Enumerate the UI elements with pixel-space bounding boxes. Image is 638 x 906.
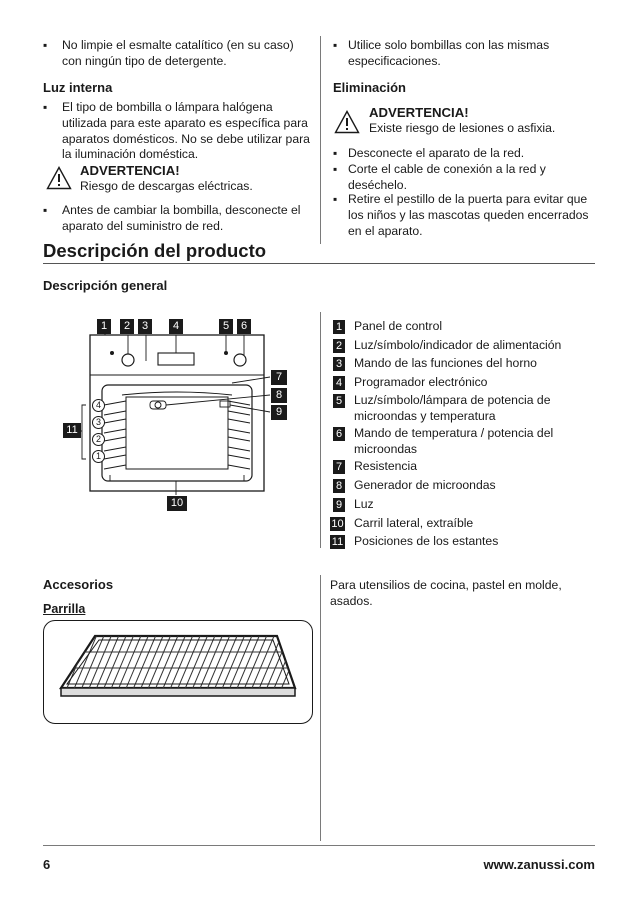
legend-number: 10	[331, 518, 344, 530]
callout-10: 10	[167, 496, 187, 511]
shelf-position-3: 3	[92, 416, 105, 429]
legend-number: 7	[333, 460, 345, 474]
heading-descripcion-general: Descripción general	[43, 278, 168, 293]
bullet-remove-latch: Retire el pestillo de la puerta para evitar que los niños y las mascotas queden encerrados en el aparato.	[348, 192, 589, 238]
legend-label: Programador electrónico	[354, 375, 488, 389]
legend-number: 9	[333, 498, 345, 512]
bullet-disconnect: Desconecte el aparato de la red.	[348, 146, 525, 160]
legend-label: Panel de control	[354, 319, 443, 333]
heading-parrilla: Parrilla	[43, 602, 86, 616]
warning-title-left: ADVERTENCIA!	[80, 163, 180, 178]
legend-label: Mando de las funciones del horno	[354, 356, 537, 370]
heading-accesorios: Accesorios	[43, 577, 114, 592]
callout-5: 5	[219, 319, 233, 334]
oven-diagram	[60, 315, 300, 515]
legend-number: 1	[333, 320, 345, 334]
bullet-same-bulbs: Utilice solo bombillas con las mismas especificaciones.	[348, 38, 550, 68]
bullet-mark: ▪	[333, 146, 338, 160]
legend-label: Generador de microondas	[354, 478, 496, 492]
legend-number: 6	[333, 427, 345, 441]
legend-label: Luz/símbolo/indicador de alimentación	[354, 338, 562, 352]
legend-number: 3	[333, 357, 345, 371]
shelf-position-4: 4	[92, 399, 105, 412]
warning-title-right: ADVERTENCIA!	[369, 105, 469, 120]
heading-eliminacion: Eliminación	[333, 80, 406, 95]
legend-label: Posiciones de los estantes	[354, 534, 499, 548]
warning-text-left: Riesgo de descargas eléctricas.	[80, 179, 253, 193]
legend-label: Mando de temperatura / potencia del microondas	[354, 426, 554, 456]
grill-rack-image	[55, 630, 301, 716]
callout-6: 6	[237, 319, 251, 334]
callout-7: 7	[271, 370, 287, 385]
legend-label: Luz	[354, 497, 374, 511]
legend-number: 2	[333, 339, 345, 353]
legend-number: 5	[333, 394, 345, 408]
bullet-mark: ▪	[333, 192, 338, 206]
bullet-enamel: No limpie el esmalte catalítico (en su caso) con ningún tipo de detergente.	[62, 38, 294, 68]
callout-1: 1	[97, 319, 111, 334]
parrilla-description: Para utensilios de cocina, pastel en molde, asados.	[330, 578, 562, 608]
heading-luz-interna: Luz interna	[43, 80, 113, 95]
page-number: 6	[43, 857, 51, 872]
shelf-position-1: 1	[92, 450, 105, 463]
warning-text-right: Existe riesgo de lesiones o asfixia.	[369, 121, 556, 135]
warning-triangle-icon	[46, 166, 72, 190]
bullet-cut-cable: Corte el cable de conexión a la red y deséchelo.	[348, 162, 546, 192]
column-divider-top	[320, 36, 321, 244]
bullet-bulb-type: El tipo de bombilla o lámpara halógena utilizada para este aparato es específica para aparatos domésticos. No se debe utilizar para la iluminación doméstica.	[62, 100, 310, 162]
callout-3: 3	[138, 319, 152, 334]
callout-4: 4	[169, 319, 183, 334]
bullet-mark: ▪	[43, 203, 48, 217]
bullet-mark: ▪	[43, 100, 48, 114]
bullet-disconnect-before-bulb: Antes de cambiar la bombilla, desconecte el aparato del suministro de red.	[62, 203, 301, 233]
callout-9: 9	[271, 405, 287, 420]
bullet-mark: ▪	[333, 38, 338, 52]
bullet-mark: ▪	[43, 38, 48, 52]
footer-rule	[43, 845, 595, 846]
column-divider-middle	[320, 312, 321, 548]
callout-8: 8	[271, 388, 287, 403]
legend-label: Luz/símbolo/lámpara de potencia de microondas y temperatura	[354, 393, 551, 423]
legend-number: 8	[333, 479, 345, 493]
shelf-position-2: 2	[92, 433, 105, 446]
callout-2: 2	[120, 319, 134, 334]
legend-label: Resistencia	[354, 459, 417, 473]
column-divider-bottom	[320, 575, 321, 841]
bullet-mark: ▪	[333, 162, 338, 176]
callout-11: 11	[63, 423, 81, 438]
warning-triangle-icon	[334, 110, 360, 134]
legend-number: 4	[333, 376, 345, 390]
website-link[interactable]: www.zanussi.com	[483, 857, 595, 872]
section-title: Descripción del producto	[43, 240, 267, 261]
section-rule	[43, 263, 595, 264]
legend-label: Carril lateral, extraíble	[354, 516, 474, 530]
legend-number: 11	[331, 536, 344, 548]
